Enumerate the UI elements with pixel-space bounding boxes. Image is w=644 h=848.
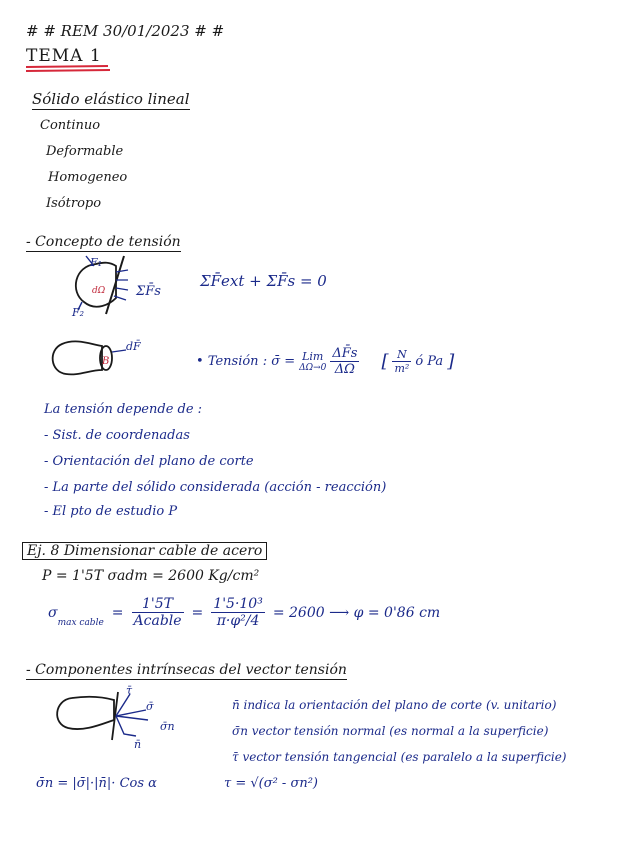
- solido-title: Sólido elástico lineal: [32, 90, 190, 108]
- fraction-2-num: 1'5·10³: [213, 596, 263, 612]
- normal-component-formula: σ̄n = |σ̄|·|n̄|· Cos α: [36, 776, 157, 791]
- equation-result: = 2600 ⟶ φ = 0'86 cm: [272, 604, 441, 621]
- depends-item: - El pto de estudio P: [44, 504, 178, 519]
- tension-heading: [26, 234, 181, 250]
- sigma-symbol: σ: [48, 604, 58, 621]
- tension-definition: • Tensión : σ̄ = Lim ΔΩ→0 $\frac{\Delta F̄s}{\Delta\Omega}$ [ $\frac{N}{\text{m²}}$ ó Pa ]: [196, 346, 455, 377]
- delta-num: ΔF̄s: [332, 346, 358, 361]
- sigma-max: [48, 604, 104, 628]
- component-def: σ̄n vector tensión normal (es normal a la superficie): [232, 724, 549, 738]
- lim-text: Lim: [302, 350, 324, 363]
- units-fraction: [392, 348, 411, 375]
- fraction-2-den: π·φ²/4: [216, 613, 260, 629]
- example-equation: $\sigma_{max cable}$ = $\frac{1'5T}{\text{Acable}}$ = $\frac{\text{1'5·10³}}{\text{π·φ²/4}}$ = 2600 ⟶ φ = 0'86 cm: [48, 596, 441, 629]
- units-num: N: [392, 348, 411, 362]
- depends-item: - La parte del sólido considerada (acción - reacción): [44, 480, 387, 495]
- equilibrium-eq: ΣF̄ext + ΣF̄s = 0: [200, 272, 327, 290]
- component-def: τ̄ vector tensión tangencial (es paralelo a la superficie): [232, 750, 567, 764]
- fraction-1-den: Acable: [133, 613, 182, 629]
- solido-item: Isótropo: [46, 196, 102, 211]
- delta-den: ΔΩ: [334, 362, 355, 377]
- depends-intro: La tensión depende de :: [44, 402, 203, 417]
- tension-heading-text: - Concepto de tensión: [26, 234, 181, 250]
- force-f1-label: F₁: [90, 256, 103, 269]
- element-area-label: B: [102, 356, 110, 367]
- depends-item: - Orientación del plano de corte: [44, 454, 254, 469]
- solido-item: Deformable: [46, 144, 124, 159]
- solido-item: Homogeneo: [48, 170, 128, 185]
- df-label: dF̄: [126, 340, 141, 353]
- normal-n-label: n̄: [134, 738, 142, 751]
- sigma-label: σ̄: [146, 700, 154, 713]
- tension-definition-label: • Tensión : σ̄ =: [196, 354, 296, 369]
- fraction-1-num: 1'5T: [132, 596, 184, 613]
- example-data: P = 1'5T σadm = 2600 Kg/cm²: [42, 568, 260, 584]
- cut-body-figure: [66, 252, 196, 332]
- componentes-heading: [26, 662, 347, 678]
- fraction-1: [132, 596, 184, 629]
- body-element-figure: [50, 336, 170, 386]
- example-title: Ej. 8 Dimensionar cable de acero: [22, 542, 267, 560]
- units-alt: ó Pa: [415, 354, 444, 369]
- header-date: # # REM 30/01/2023 # #: [26, 22, 225, 40]
- sigma-subscript: max cable: [57, 617, 104, 628]
- d-omega-label: dΩ: [92, 286, 106, 296]
- delta-fraction: [330, 346, 359, 377]
- force-f2-label: F₂: [72, 306, 85, 319]
- componentes-heading-text: - Componentes intrínsecas del vector tensión: [26, 662, 347, 678]
- tau-label: τ̄: [126, 684, 133, 697]
- tema-title: TEMA 1: [26, 46, 102, 66]
- units-den: m²: [394, 362, 410, 375]
- fraction-2: [211, 596, 265, 629]
- depends-item: - Sist. de coordenadas: [44, 428, 190, 443]
- tangential-component-formula: τ = √(σ² - σn²): [224, 776, 318, 791]
- sigma-n-label: σ̄n: [160, 720, 175, 733]
- component-def: n̄ indica la orientación del plano de corte (v. unitario): [232, 698, 557, 712]
- limit: [299, 350, 326, 373]
- tema-underline: [24, 64, 114, 74]
- solido-item: Continuo: [40, 118, 101, 133]
- sum-fs-label: ΣF̄s: [136, 284, 161, 299]
- lim-sub: ΔΩ→0: [299, 363, 327, 373]
